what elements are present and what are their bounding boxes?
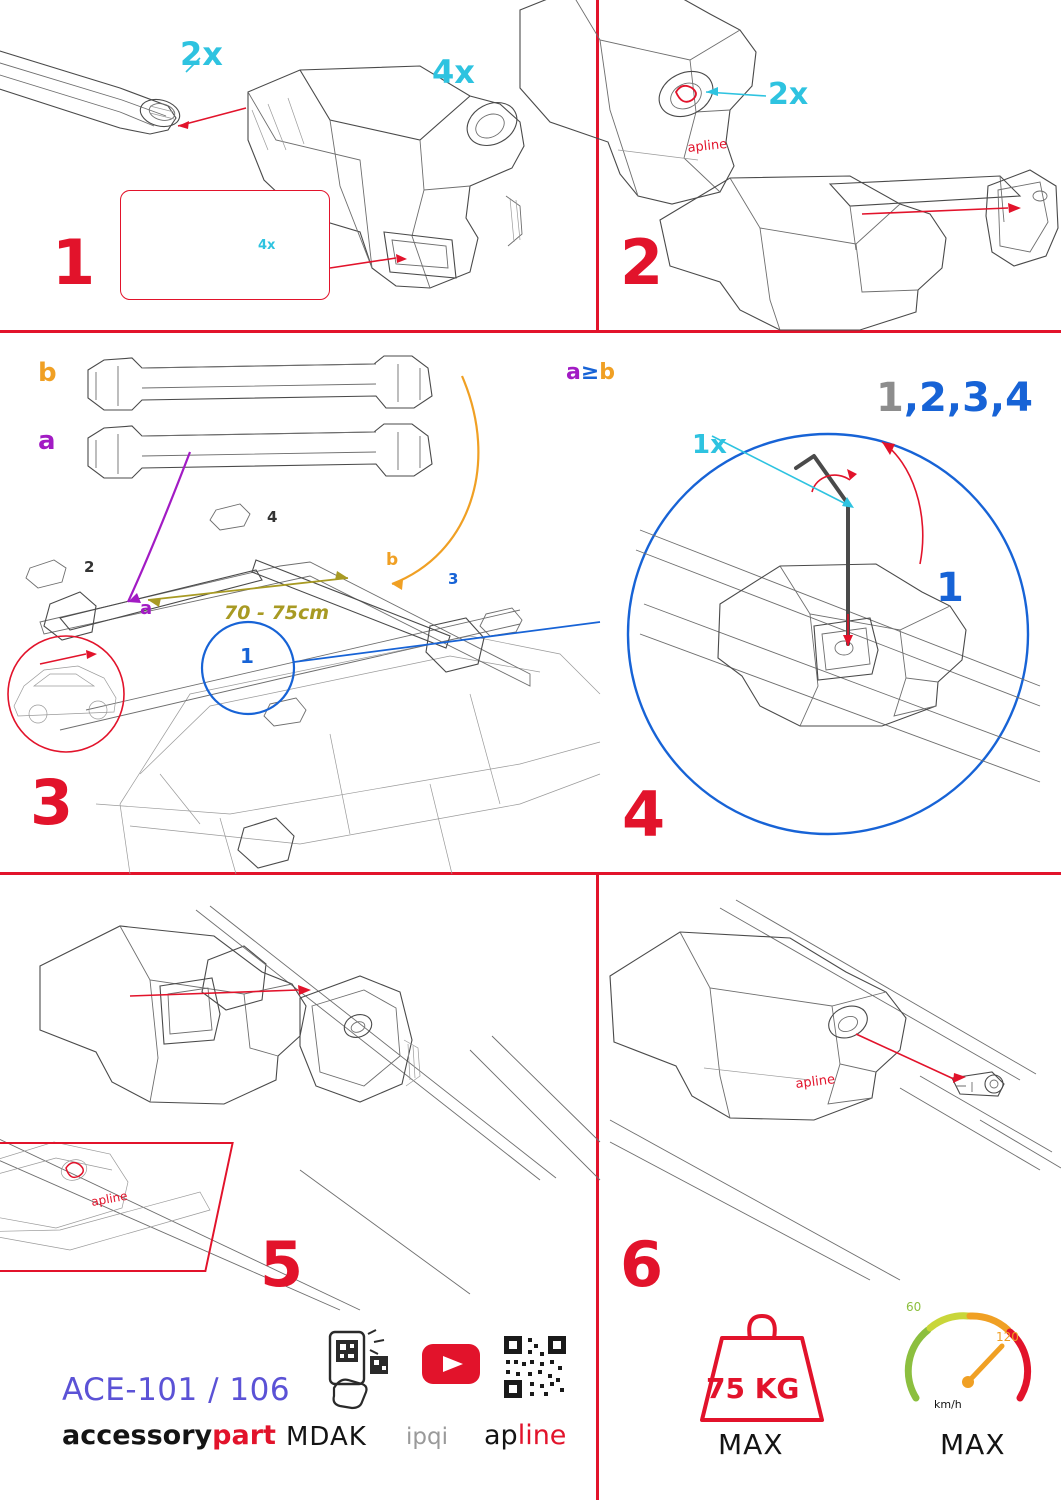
step-1-inset-frame xyxy=(120,190,330,300)
weight-limit-icon xyxy=(682,1310,842,1430)
step-number-1: 1 xyxy=(52,226,94,299)
product-code: ACE-101 / 106 xyxy=(62,1372,291,1408)
brand-apline xyxy=(484,1420,566,1451)
youtube-icon xyxy=(422,1344,480,1384)
step-4-first-position: 1 xyxy=(936,565,964,611)
brand-accessorypart xyxy=(62,1420,276,1451)
svg-text:apline: apline xyxy=(686,136,728,156)
condition-a: a xyxy=(566,360,581,385)
step-4-sequence: 1,2,3,4 xyxy=(876,375,1033,421)
svg-text:apline: apline xyxy=(90,1188,129,1209)
step-5-inset-frame xyxy=(0,1142,234,1272)
step-3-bar-b-label: b xyxy=(38,358,57,388)
svg-text:apline: apline xyxy=(794,1072,836,1092)
footer-icons xyxy=(318,1330,578,1420)
brand-accessory-left: accessory xyxy=(62,1420,213,1451)
step-1-bar-quantity: 2x xyxy=(180,35,223,73)
brand-apline-left: ap xyxy=(484,1420,518,1451)
step-3-path-b-label: b xyxy=(386,550,399,570)
step-number-3: 3 xyxy=(30,766,72,839)
speed-limit-caption: MAX xyxy=(940,1428,1006,1461)
brand-ipqi: ipqi xyxy=(406,1424,448,1450)
weight-limit-caption: MAX xyxy=(718,1428,784,1461)
step-3-path-a-label: a xyxy=(140,598,153,619)
step-3-position-3: 3 xyxy=(448,570,459,588)
step-1-pad-quantity: 4x xyxy=(432,53,475,91)
step-number-5: 5 xyxy=(260,1228,302,1301)
weight-limit-value: 75 KG xyxy=(706,1372,800,1405)
speed-limit-icon xyxy=(898,1300,1038,1420)
step-3-position-1: 1 xyxy=(240,644,254,668)
brand-accessory-right: part xyxy=(212,1420,276,1451)
step-2-quantity: 2x xyxy=(768,77,809,112)
step-number-4: 4 xyxy=(622,778,664,851)
step-number-6: 6 xyxy=(620,1228,662,1301)
speed-unit-label: km/h xyxy=(934,1398,962,1411)
step-3-position-2: 2 xyxy=(84,558,95,576)
step-3-distance-label: 70 - 75cm xyxy=(224,602,330,624)
brand-mdak: MDAK xyxy=(286,1422,367,1452)
section-divider-top xyxy=(0,330,1061,333)
condition-b: b xyxy=(599,360,616,385)
step-4-condition xyxy=(566,362,615,384)
step-2-illustration xyxy=(600,0,1061,330)
step-4-tool-quantity: 1x xyxy=(692,430,727,460)
gauge-label-60: 60 xyxy=(906,1300,922,1314)
condition-operator: ≥ xyxy=(580,360,600,385)
step-3-bar-a-label: a xyxy=(38,426,56,456)
brand-apline-right: line xyxy=(517,1420,567,1451)
qr-code-icon xyxy=(504,1336,566,1398)
step-1-inset-quantity: 4x xyxy=(258,238,276,253)
step-number-2: 2 xyxy=(620,226,662,299)
gauge-label-120: 120 xyxy=(996,1330,1019,1344)
qr-hand-icon xyxy=(330,1330,388,1408)
step-3-position-4: 4 xyxy=(267,508,278,526)
step-6-illustration xyxy=(600,880,1061,1280)
